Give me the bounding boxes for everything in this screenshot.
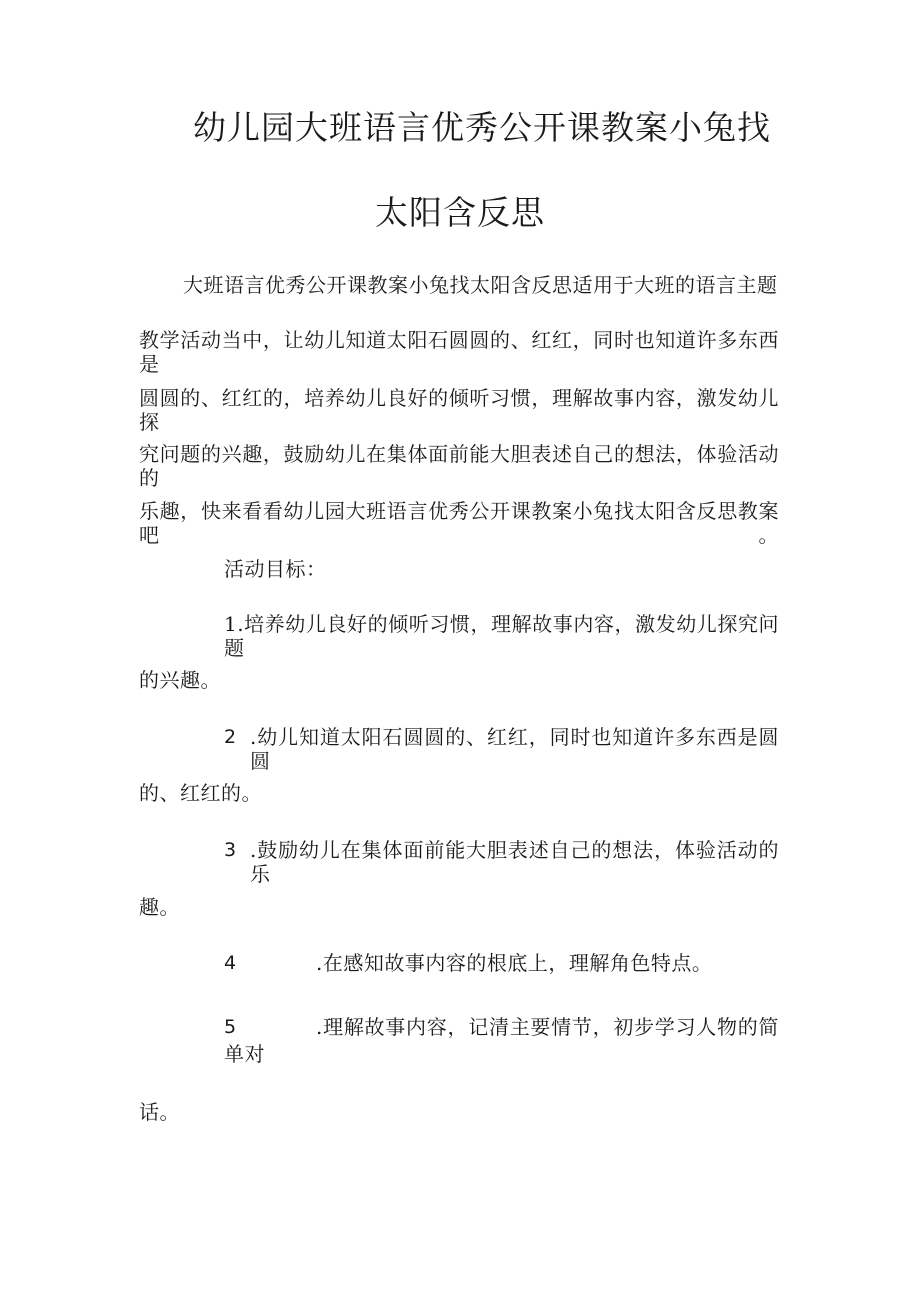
goal-5-line-1: .理解故事内容，记清主要情节，初步学习人物的简 bbox=[316, 1015, 779, 1039]
goals-heading: 活动目标： bbox=[224, 557, 327, 581]
goal-5-number: 5 bbox=[224, 1016, 237, 1038]
goal-5-line-2: 单对 bbox=[224, 1042, 265, 1066]
intro-line-3: 圆圆的、红红的，培养幼儿良好的倾听习惯，理解故事内容，激发幼儿探 bbox=[139, 386, 779, 434]
goal-3-line-2: 趣。 bbox=[139, 895, 180, 919]
intro-line-2: 教学活动当中，让幼儿知道太阳石圆圆的、红红，同时也知道许多东西是 bbox=[139, 328, 779, 376]
goal-2-line-2: 的、红红的。 bbox=[139, 781, 262, 805]
goal-4-text: .在感知故事内容的根底上，理解角色特点。 bbox=[316, 951, 713, 975]
goal-2-line-1: .幼儿知道太阳石圆圆的、红红，同时也知道许多东西是圆圆 bbox=[250, 725, 779, 773]
goal-2-number: 2 bbox=[224, 726, 237, 748]
document-title-line-1: 幼儿园大班语言优秀公开课教案小兔找 bbox=[193, 108, 771, 147]
goal-4-number: 4 bbox=[224, 952, 237, 974]
goal-3-line-1: .鼓励幼儿在集体面前能大胆表述自己的想法，体验活动的乐 bbox=[250, 838, 779, 886]
intro-line-4: 究问题的兴趣，鼓励幼儿在集体面前能大胆表述自己的想法，体验活动的 bbox=[139, 442, 779, 490]
goal-5-line-3: 话。 bbox=[139, 1100, 180, 1124]
intro-line-1: 大班语言优秀公开课教案小兔找太阳含反思适用于大班的语言主题 bbox=[183, 273, 778, 297]
document-title-line-2: 太阳含反思 bbox=[375, 193, 545, 232]
intro-line-5: 乐趣，快来看看幼儿园大班语言优秀公开课教案小兔找太阳含反思教案吧。 bbox=[139, 499, 779, 547]
goal-1-line-2: 的兴趣。 bbox=[139, 668, 221, 692]
goal-1-line-1: 1.培养幼儿良好的倾听习惯，理解故事内容，激发幼儿探究问题 bbox=[224, 612, 779, 660]
goal-3-number: 3 bbox=[224, 839, 237, 861]
